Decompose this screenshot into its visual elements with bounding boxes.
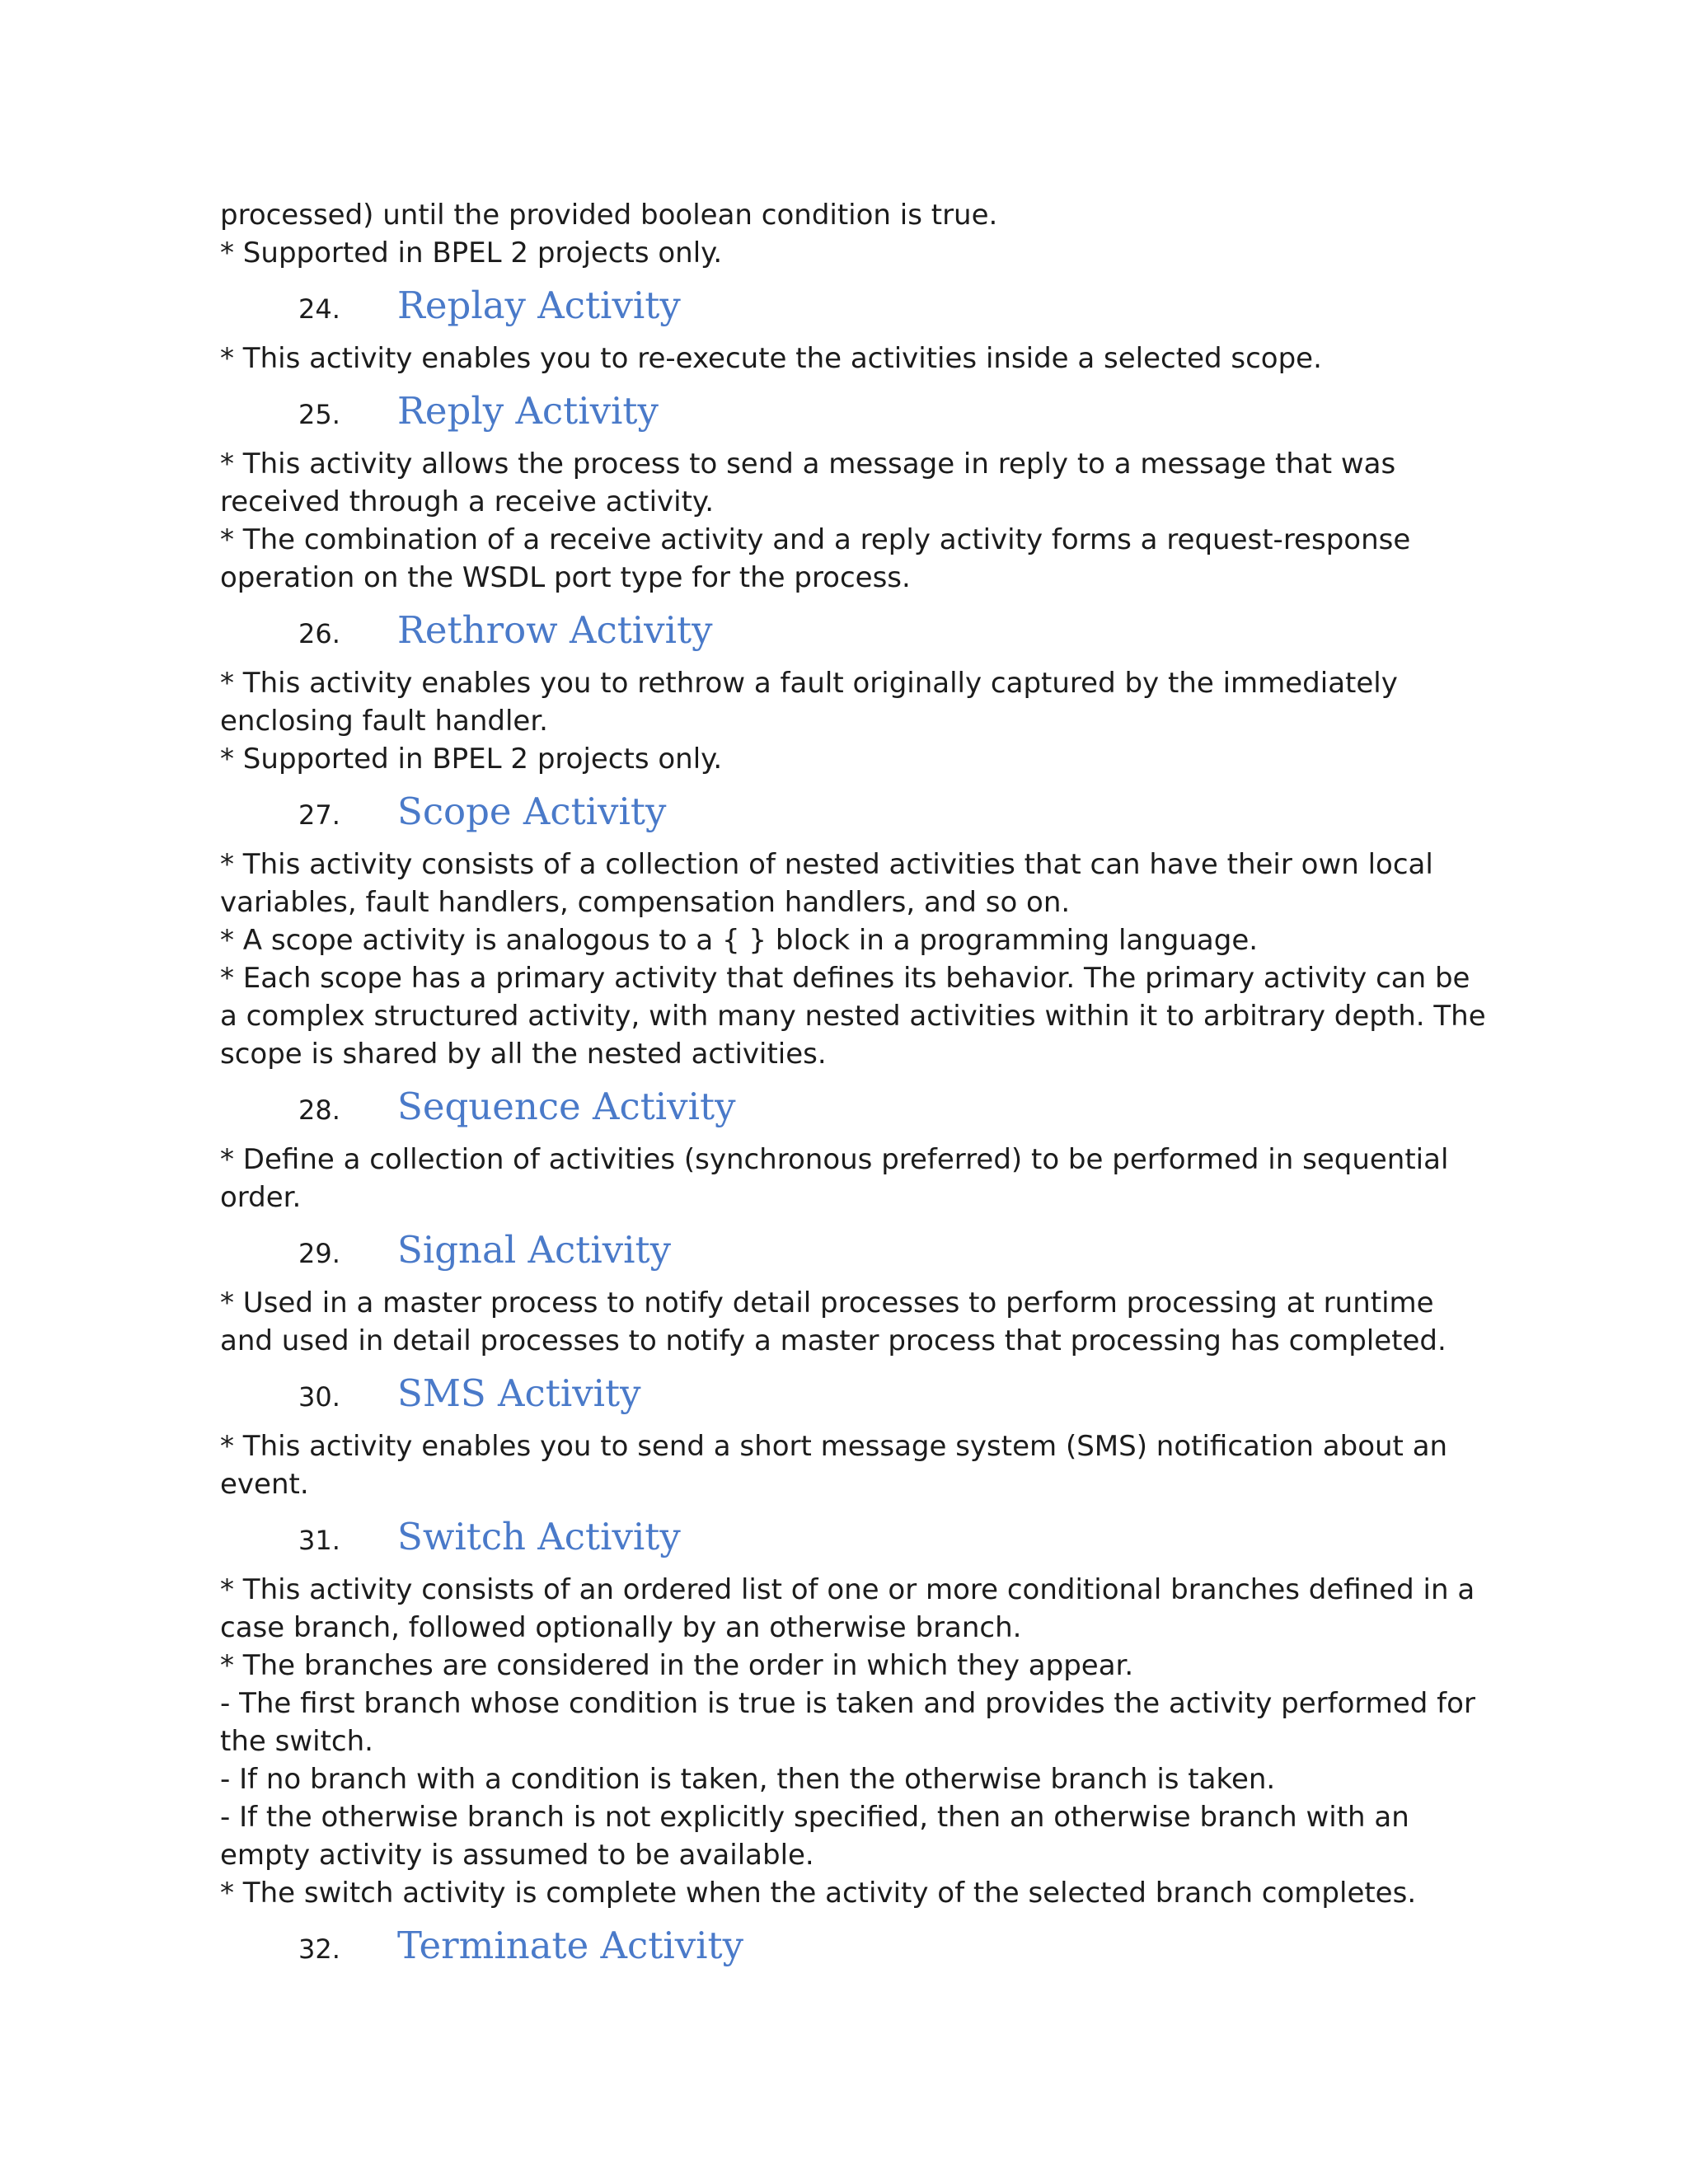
body-line: empty activity is assumed to be available. xyxy=(220,1839,814,1872)
section-scope-activity xyxy=(220,790,1506,1073)
section-title: Terminate Activity xyxy=(397,1924,744,1967)
body-line: case branch, followed optionally by an otherwise branch. xyxy=(220,1611,1022,1644)
body-line: enclosing fault handler. xyxy=(220,705,548,738)
body-line: * Supported in BPEL 2 projects only. xyxy=(220,237,723,269)
body-line: * A scope activity is analogous to a { } block in a programming language. xyxy=(220,924,1259,957)
section-heading xyxy=(220,1924,1506,1971)
body-line: * The branches are considered in the order in which they appear. xyxy=(220,1649,1134,1682)
body-line: scope is shared by all the nested activities. xyxy=(220,1038,827,1071)
section-title: SMS Activity xyxy=(397,1371,641,1415)
section-number: 29. xyxy=(298,1238,340,1269)
section-title: Replay Activity xyxy=(397,284,681,327)
section-number: 25. xyxy=(298,399,340,430)
body-line: received through a receive activity. xyxy=(220,485,715,518)
section-heading xyxy=(220,284,1506,331)
section-reply-activity xyxy=(220,389,1506,597)
section-title: Signal Activity xyxy=(397,1228,672,1272)
section-heading xyxy=(220,608,1506,656)
section-number: 27. xyxy=(298,799,340,831)
body-line: * Used in a master process to notify detail processes to perform processing at runtime xyxy=(220,1286,1434,1319)
section-replay-activity xyxy=(220,284,1506,377)
body-line: processed) until the provided boolean condition is true. xyxy=(220,199,998,232)
section-signal-activity xyxy=(220,1228,1506,1360)
body-line: * This activity consists of a collection of nested activities that can have their own local xyxy=(220,848,1433,881)
section-heading xyxy=(220,790,1506,837)
body-line: the switch. xyxy=(220,1725,373,1758)
body-line: - If no branch with a condition is taken, then the otherwise branch is taken. xyxy=(220,1763,1276,1796)
body-line: - If the otherwise branch is not explicitly specified, then an otherwise branch with an xyxy=(220,1801,1409,1834)
body-line: * This activity enables you to re-execute the activities inside a selected scope. xyxy=(220,342,1322,375)
section-heading xyxy=(220,1515,1506,1563)
body-line: * This activity enables you to rethrow a fault originally captured by the immediately xyxy=(220,667,1398,700)
body-line: a complex structured activity, with many nested activities within it to arbitrary depth. The xyxy=(220,1000,1486,1033)
section-rethrow-activity xyxy=(220,608,1506,778)
body-line: * Each scope has a primary activity that defines its behavior. The primary activity can be xyxy=(220,962,1470,995)
section-number: 30. xyxy=(298,1381,340,1413)
section-number: 28. xyxy=(298,1094,340,1126)
body-line: * This activity enables you to send a short message system (SMS) notification about an xyxy=(220,1430,1448,1463)
section-number: 32. xyxy=(298,1933,340,1965)
section-heading xyxy=(220,1371,1506,1419)
section-title: Switch Activity xyxy=(397,1515,681,1558)
section-number: 26. xyxy=(298,618,340,649)
section-title: Reply Activity xyxy=(397,389,659,433)
section-heading xyxy=(220,1228,1506,1276)
section-sequence-activity xyxy=(220,1085,1506,1216)
body-line: and used in detail processes to notify a master process that processing has completed. xyxy=(220,1324,1447,1357)
intro-block xyxy=(220,196,1506,272)
section-number: 24. xyxy=(298,293,340,325)
body-line: * This activity allows the process to send a message in reply to a message that was xyxy=(220,448,1396,480)
document-page xyxy=(220,196,1506,1980)
body-line: order. xyxy=(220,1181,302,1214)
section-sms-activity xyxy=(220,1371,1506,1503)
body-line: * Define a collection of activities (synchronous preferred) to be performed in sequential xyxy=(220,1143,1449,1176)
body-line: * The switch activity is complete when the activity of the selected branch completes. xyxy=(220,1877,1417,1910)
body-line: operation on the WSDL port type for the process. xyxy=(220,561,911,594)
section-heading xyxy=(220,1085,1506,1132)
body-line: * The combination of a receive activity and a reply activity forms a request-response xyxy=(220,523,1411,556)
section-number: 31. xyxy=(298,1525,340,1556)
body-line: - The first branch whose condition is true is taken and provides the activity performed for xyxy=(220,1687,1475,1720)
section-title: Rethrow Activity xyxy=(397,608,713,652)
section-switch-activity xyxy=(220,1515,1506,1912)
section-title: Scope Activity xyxy=(397,790,667,833)
section-heading xyxy=(220,389,1506,437)
body-line: variables, fault handlers, compensation handlers, and so on. xyxy=(220,886,1071,919)
body-line: * Supported in BPEL 2 projects only. xyxy=(220,743,723,776)
body-line: * This activity consists of an ordered list of one or more conditional branches defined in a xyxy=(220,1573,1475,1606)
section-terminate-activity xyxy=(220,1924,1506,1971)
section-title: Sequence Activity xyxy=(397,1085,736,1128)
body-line: event. xyxy=(220,1468,309,1501)
